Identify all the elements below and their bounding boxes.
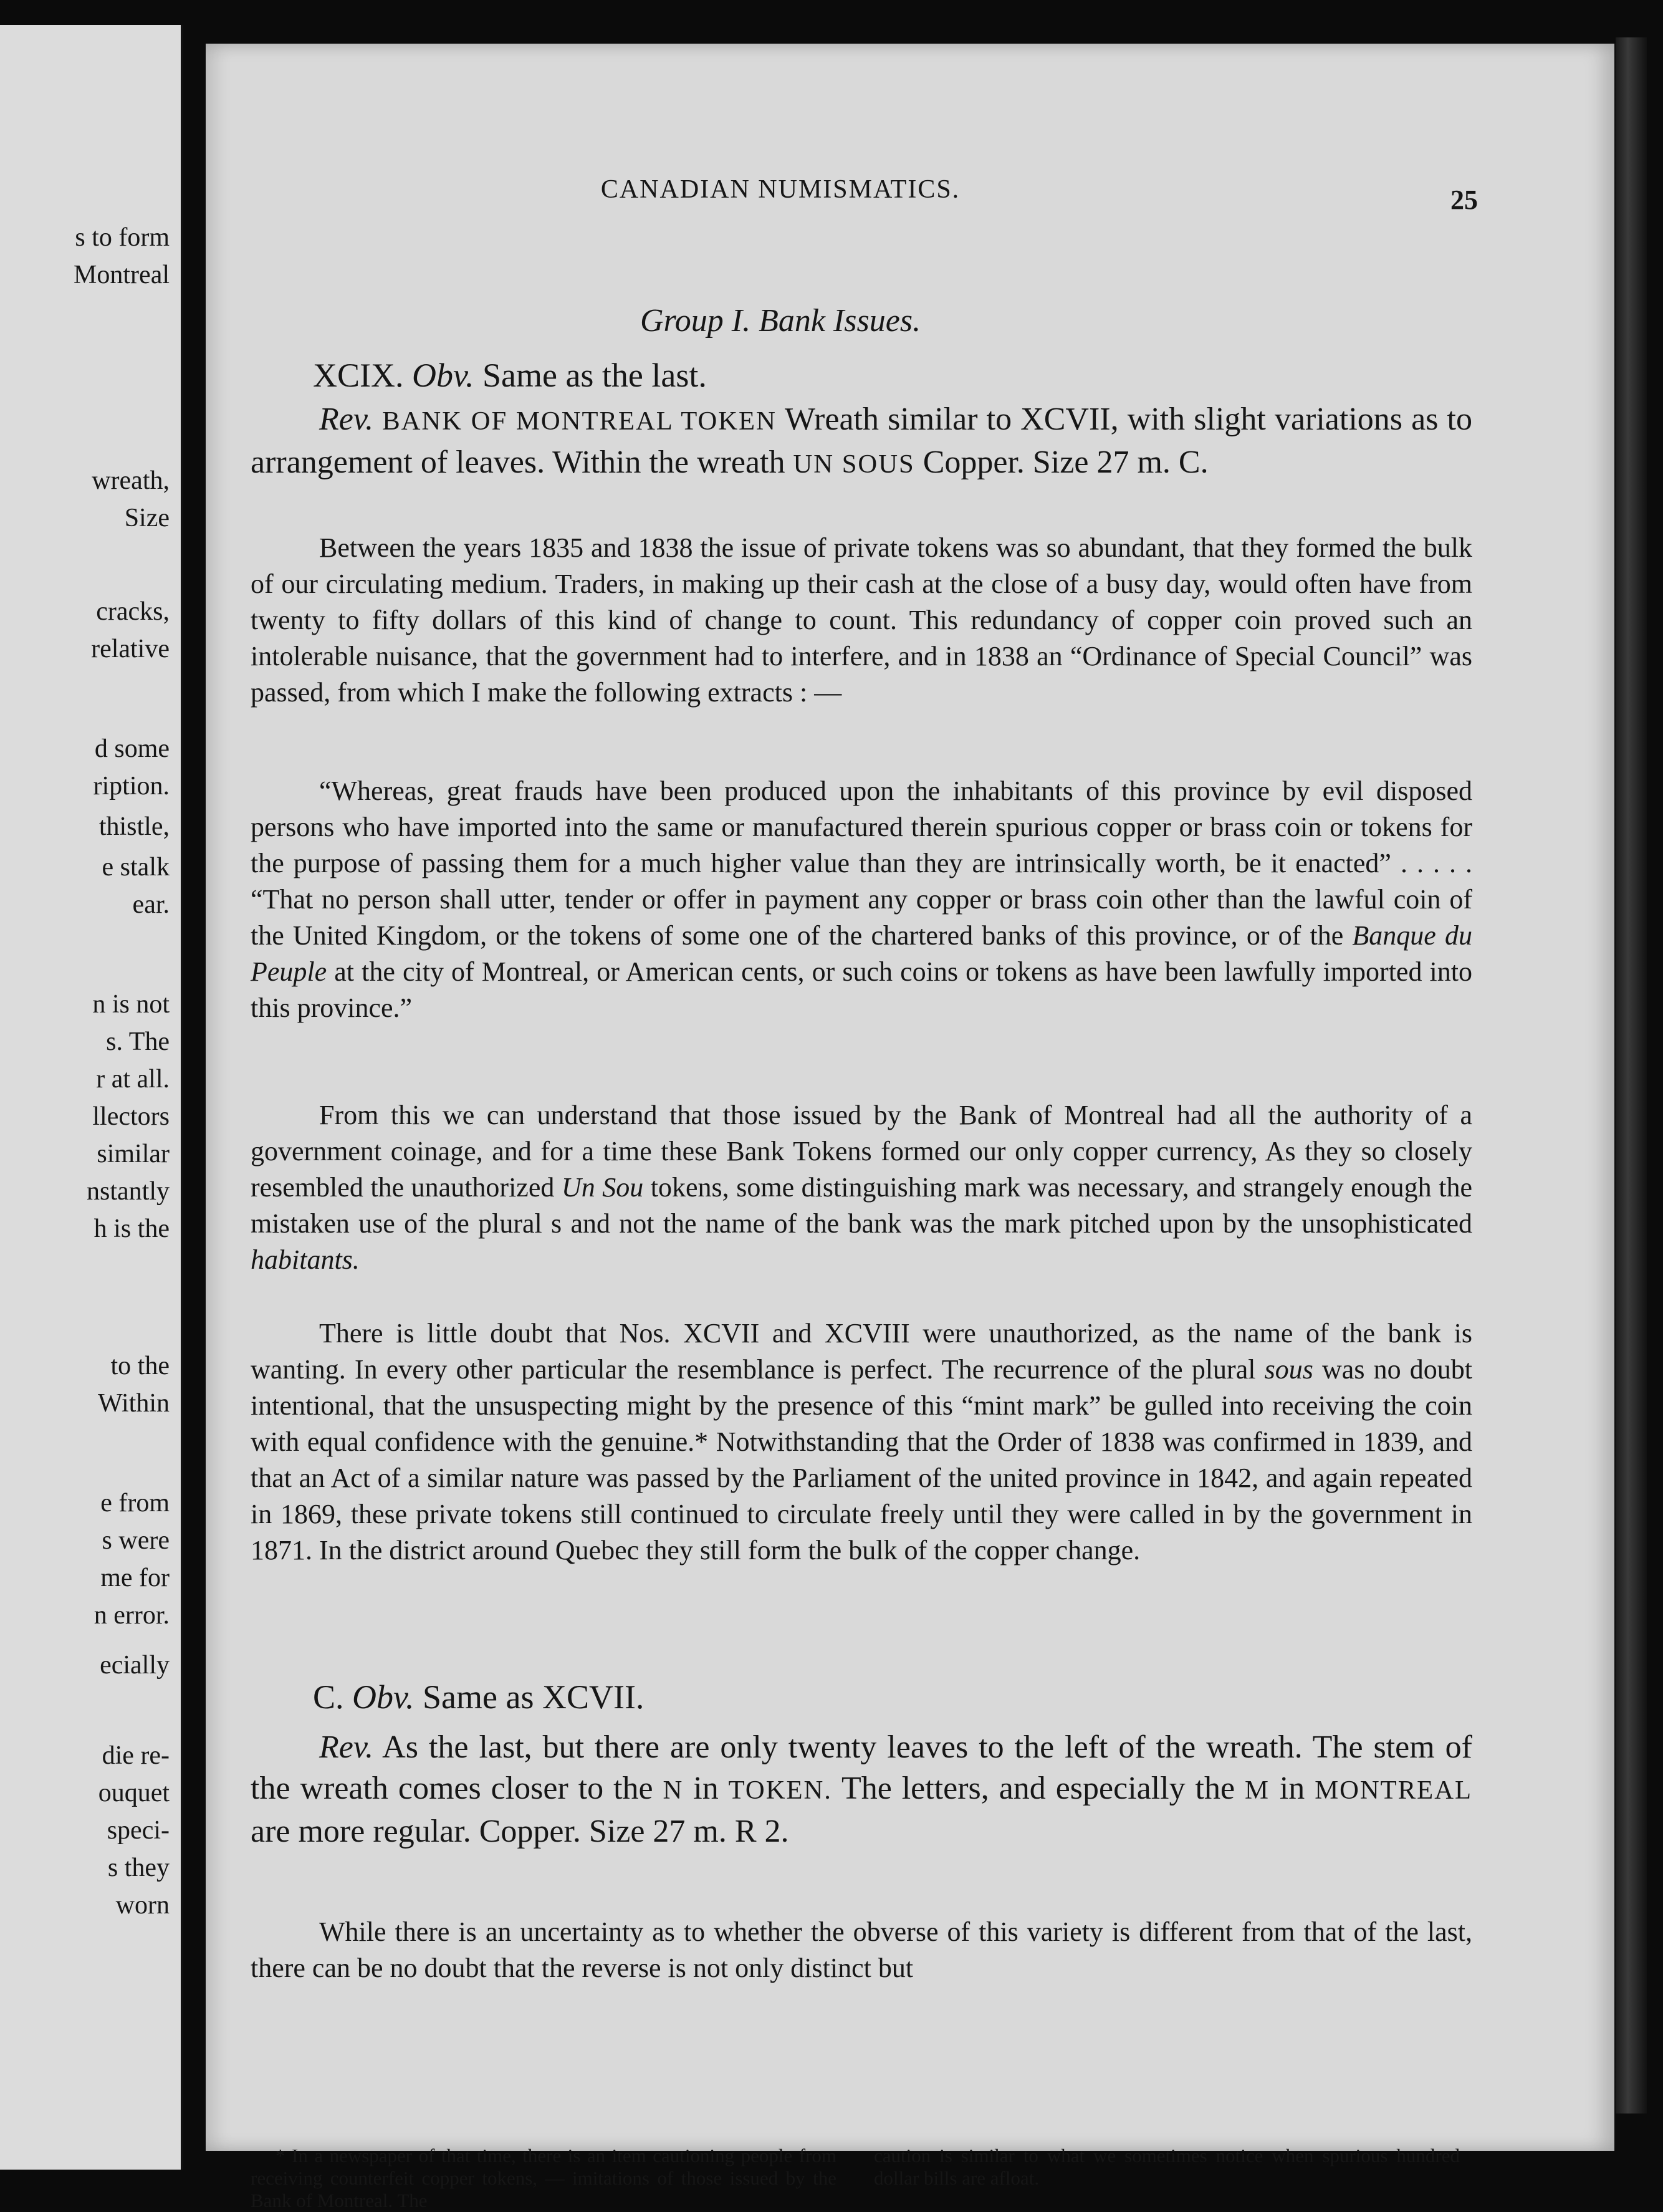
- facing-page-line: worn: [115, 1891, 170, 1920]
- facing-page-line: relative: [91, 635, 170, 663]
- book-page: [206, 44, 1614, 2211]
- facing-page-line: similar: [97, 1140, 170, 1168]
- facing-page-line: Within: [98, 1389, 170, 1418]
- facing-page-line: speci-: [107, 1816, 170, 1845]
- facing-page-line: ription.: [93, 772, 170, 801]
- facing-page-line: h is the: [93, 1214, 170, 1243]
- footnote-right: caution is similar to what we sometimes notice when spurious hundred dollar bills are afloat.: [874, 2145, 1460, 2189]
- running-head: CANADIAN NUMISMATICS.: [600, 175, 961, 204]
- facing-page-line: n error.: [93, 1601, 170, 1630]
- facing-page-line: d some: [94, 734, 170, 763]
- facing-page-line: thistle,: [98, 812, 170, 841]
- ordinance-quote: “Whereas, great frauds have been produced upon the inhabitants of this province by evil disposed persons who have imported into the same or manufactured therein spurious copper or brass coin or tokens for the purpose of passing them for a much higher value than they are intrinsically worth, be it enacted” . . . . . “That no person shall utter, tender or offer in payment any copper or brass coin other than the lawful coin of the United Kingdom, or the tokens of some one of the chartered banks of this province, or of the Banque du Peuple at the city of Montreal, or American cents, or such coins or tokens as have been lawfully imported into this province.”: [251, 776, 1473, 1023]
- entry-xcix-reverse: Rev. BANK OF MONTREAL TOKEN Wreath similar to XCVII, with slight variations as to arrangement of leaves. Within the wreath UN SOUS Copper. Size 27 m. C.: [251, 402, 1473, 480]
- facing-page-line: ecially: [100, 1651, 170, 1680]
- facing-page-line: to the: [110, 1352, 170, 1380]
- footnote-left: * In a newspaper of that time, there is an item cautioning people from receiving counterfeit copper tokens, — imitations of those issued by the Bank of Montreal. The: [251, 2145, 836, 2211]
- entry-xcix-obverse: XCIX. Obv. Same as the last.: [313, 357, 707, 394]
- facing-page-line: me for: [100, 1564, 170, 1592]
- facing-page-line: e from: [100, 1489, 170, 1517]
- facing-page-line: Montreal: [74, 261, 170, 289]
- entry-c-reverse: Rev. As the last, but there are only twenty leaves to the left of the wreath. The stem of the wreath comes closer to the N in TOKEN. The letters, and especially the M in MONTREAL are more regular. Copper. Size 27 m. R 2.: [251, 1729, 1473, 1849]
- entry-c-obverse: C. Obv. Same as XCVII.: [313, 1678, 645, 1716]
- page-number: 25: [1450, 185, 1478, 215]
- section-title: Group I. Bank Issues.: [640, 303, 921, 339]
- facing-page-line: s to form: [75, 223, 170, 252]
- facing-page-line: wreath,: [92, 466, 170, 495]
- facing-page-line: Size: [124, 504, 170, 532]
- paragraph-2: From this we can understand that those issued by the Bank of Montreal had all the authority of a government coinage, and for a time these Bank Tokens formed our only copper currency, As they so closely resembled the unauthorized Un Sou tokens, some distinguishing mark was necessary, and strangely enough the mistaken use of the plural s and not the name of the bank was the mark pitched upon by the unsophisticated habitants.: [251, 1100, 1472, 1275]
- facing-page-line: ouquet: [98, 1779, 170, 1807]
- facing-page-line: r at all.: [96, 1065, 170, 1094]
- facing-page-fragment: [0, 25, 183, 2170]
- facing-page-line: cracks,: [96, 597, 170, 626]
- page-edge: [1616, 37, 1647, 2113]
- paragraph-3: There is little doubt that Nos. XCVII and XCVIII were unauthorized, as the name of the bank is wanting. In every other particular the resemblance is perfect. The recurrence of the plural sous was no doubt intentional, that the unsuspecting might by the presence of this “mint mark” be gulled into receiving the coin with equal confidence with the genuine.* Notwithstanding that the Order of 1838 was confirmed in 1839, and that an Act of a similar nature was passed by the Parliament of the united province in 1842, and again repeated in 1869, these private tokens still continued to circulate freely until they were called in by the government in 1871. In the district around Quebec they still form the bulk of the copper change.: [251, 1318, 1472, 1565]
- facing-page-line: e stalk: [102, 853, 170, 882]
- facing-page-line: die re-: [102, 1741, 170, 1770]
- paragraph-1: Between the years 1835 and 1838 the issue of private tokens was so abundant, that they formed the bulk of our circulating medium. Traders, in making up their cash at the close of a busy day, would often have from twenty to fifty dollars of this kind of change to count. This redundancy of copper coin proved such an intolerable nuisance, that the government had to interfere, and in 1838 an “Ordinance of Special Council” was passed, from which I make the following extracts : —: [251, 532, 1472, 708]
- paragraph-4: While there is an uncertainty as to whether the obverse of this variety is different from that of the last, there can be no doubt that the reverse is not only distinct but: [251, 1916, 1472, 1983]
- facing-page-line: ear.: [132, 890, 170, 919]
- book-gutter: [183, 0, 208, 2190]
- facing-page-line: s. The: [106, 1027, 170, 1056]
- facing-page-line: s they: [107, 1854, 170, 1882]
- facing-page-line: s were: [102, 1526, 170, 1555]
- facing-page-line: n is not: [92, 990, 170, 1019]
- facing-page-line: nstantly: [87, 1177, 170, 1206]
- facing-page-line: llectors: [92, 1102, 170, 1131]
